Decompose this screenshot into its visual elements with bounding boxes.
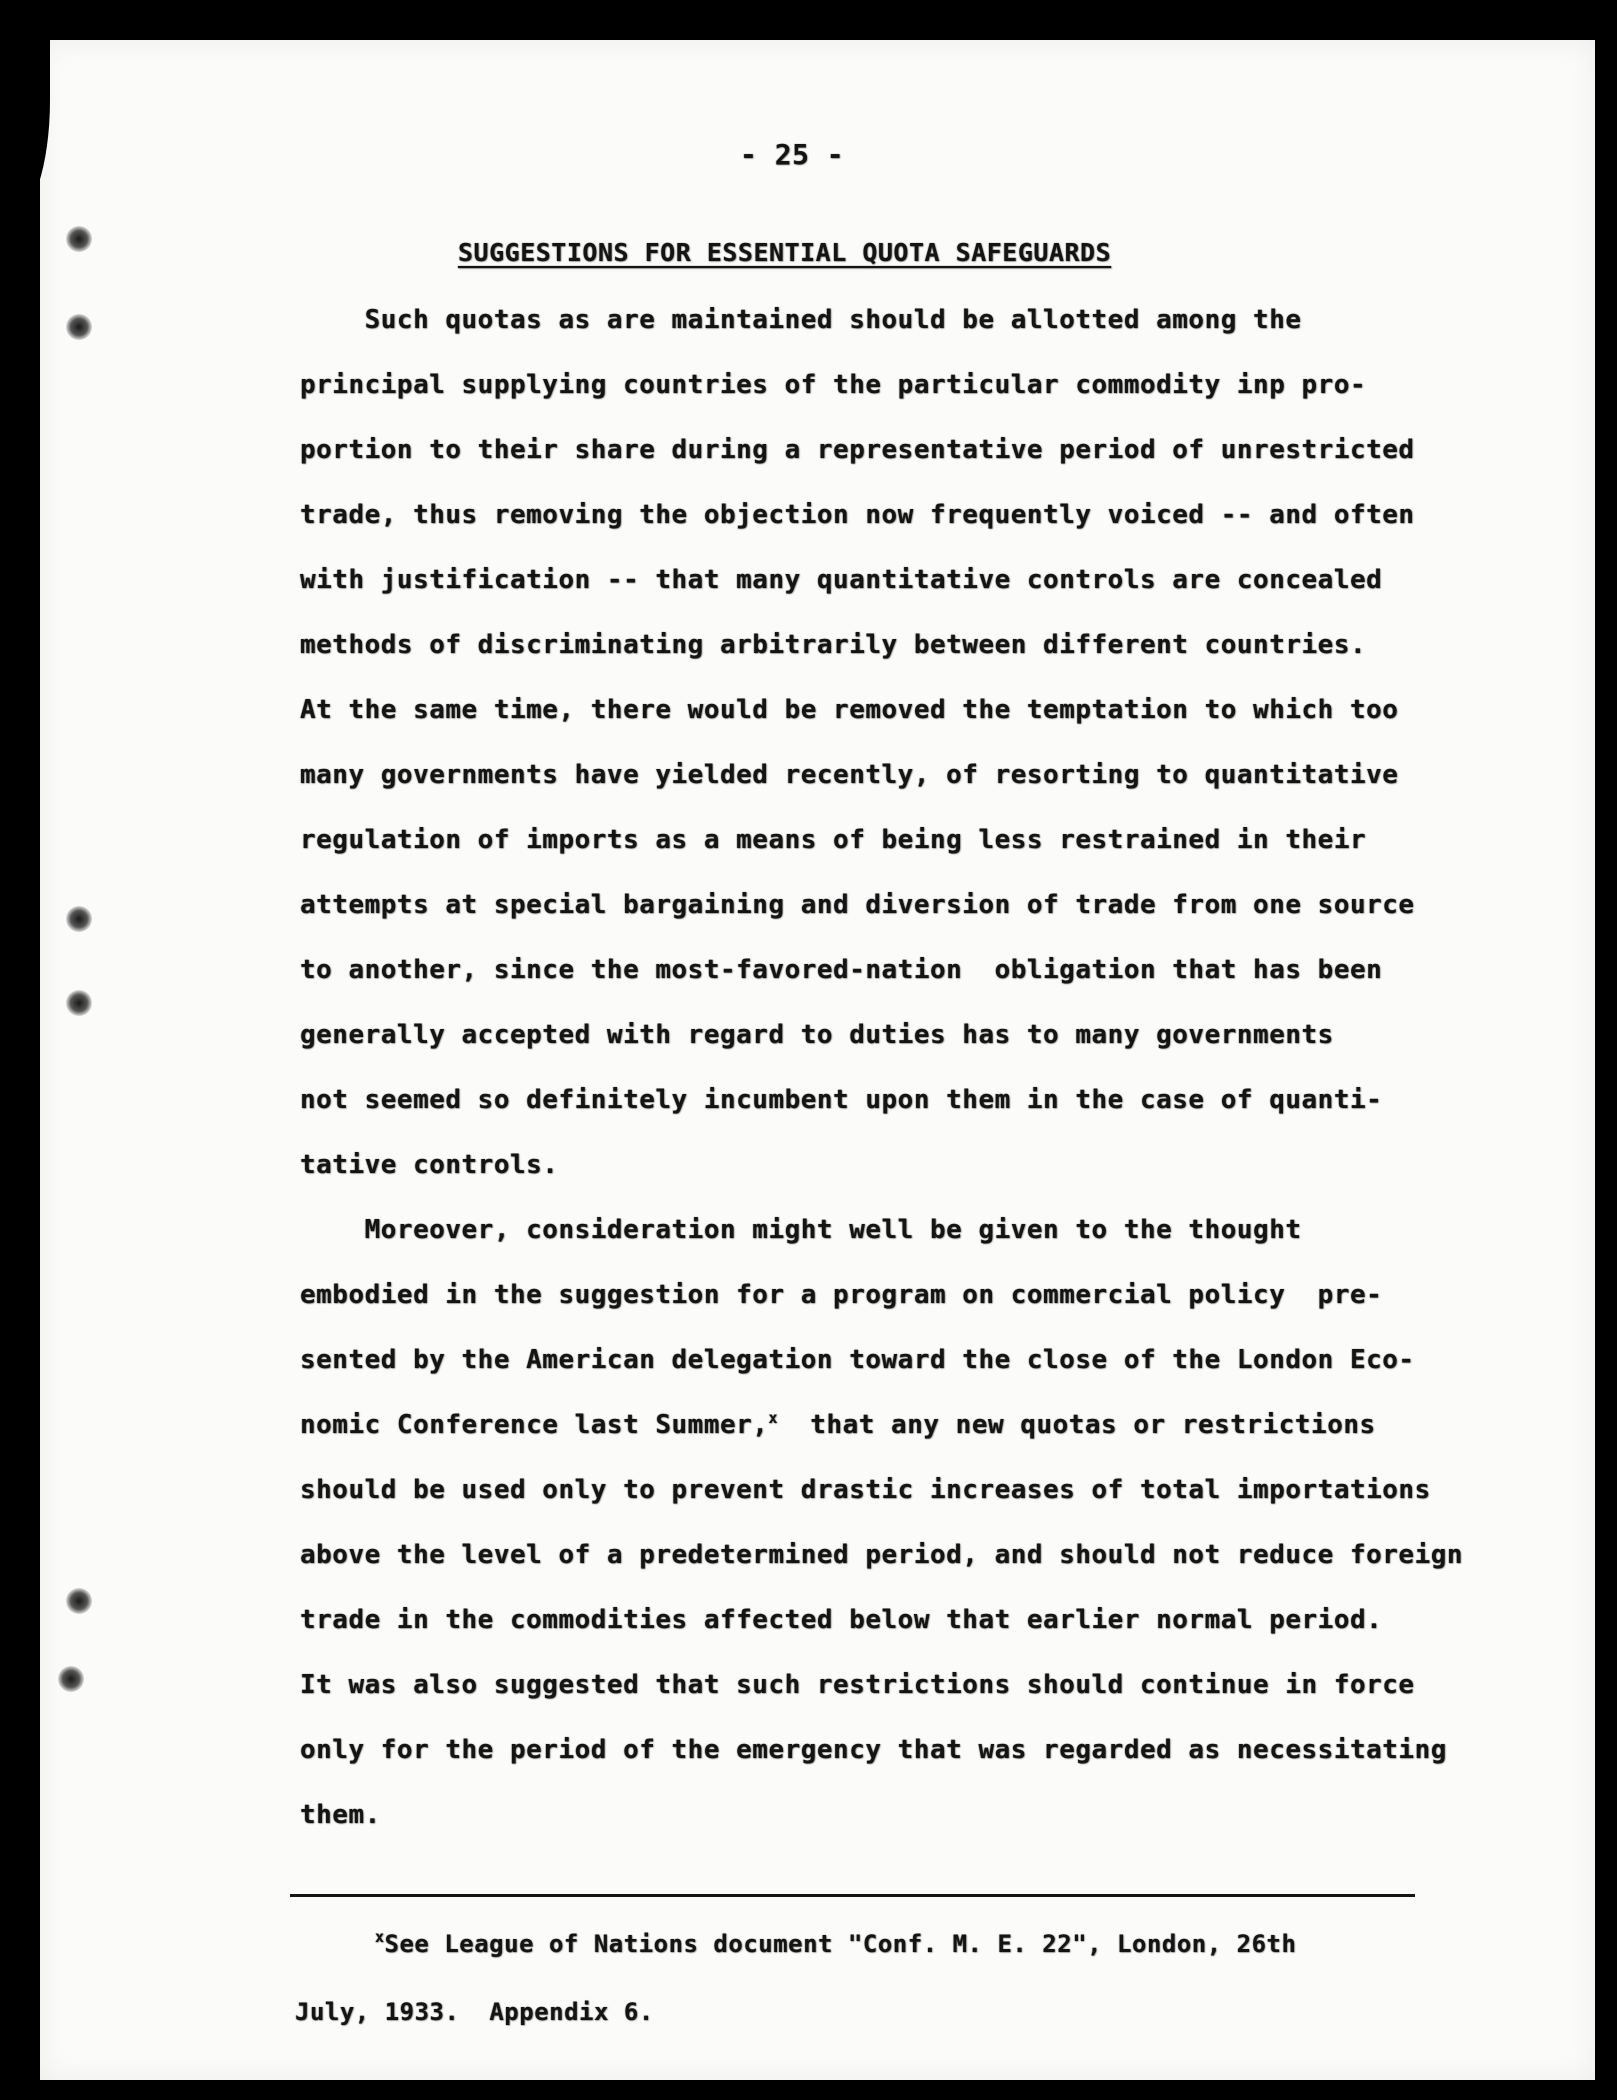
body-line: many governments have yielded recently, of resorting to quantitative [300,760,1399,790]
punch-hole-4 [66,990,92,1016]
body-line: to another, since the most-favored-nation obligation that has been [300,955,1383,985]
body-line: not seemed so definitely incumbent upon them in the case of quanti- [300,1085,1383,1115]
body-line: tative controls. [300,1150,559,1180]
body-line: methods of discriminating arbitrarily between different countries. [300,630,1367,660]
body-line-with-footnote-ref [300,1410,1376,1440]
footnote-line-1 [375,1928,1296,1958]
punch-hole-5 [66,1588,92,1614]
body-line: It was also suggested that such restrictions should continue in force [300,1670,1415,1700]
body-line: attempts at special bargaining and diversion of trade from one source [300,890,1415,920]
body-line: trade in the commodities affected below that earlier normal period. [300,1605,1383,1635]
body-line: should be used only to prevent drastic increases of total importations [300,1475,1431,1505]
punch-hole-6 [58,1666,84,1692]
body-line: Such quotas as are maintained should be allotted among the [300,305,1302,335]
body-line: generally accepted with regard to duties has to many governments [300,1020,1334,1050]
body-line: with justification -- that many quantitative controls are concealed [300,565,1383,595]
body-line: Moreover, consideration might well be given to the thought [300,1215,1302,1245]
body-line: principal supplying countries of the particular commodity inp pro- [300,370,1367,400]
body-line-text: nomic Conference last Summer, [300,1410,769,1440]
footnote-reference: x [768,1409,778,1427]
body-line: portion to their share during a representative period of unrestricted [300,435,1415,465]
body-line: sented by the American delegation toward the close of the London Eco- [300,1345,1415,1375]
footnote-text: See League of Nations document "Conf. M. E. 22", London, 26th [384,1930,1297,1958]
body-line: them. [300,1800,381,1830]
punch-hole-2 [66,314,92,340]
footnote-line-2: July, 1933. Appendix 6. [295,1998,654,2026]
body-line: trade, thus removing the objection now frequently voiced -- and often [300,500,1415,530]
page-number: - 25 - [740,138,845,171]
body-line: embodied in the suggestion for a program on commercial policy pre- [300,1280,1383,1310]
document-page [40,40,1595,2080]
footnote-divider [290,1894,1415,1897]
punch-hole-1 [66,226,92,252]
punch-hole-3 [66,906,92,932]
body-line: above the level of a predetermined period, and should not reduce foreign [300,1540,1464,1570]
body-line: regulation of imports as a means of being less restrained in their [300,825,1367,855]
body-line-tail: that any new quotas or restrictions [777,1410,1376,1440]
footnote-marker: x [375,1928,385,1946]
body-line: At the same time, there would be removed the temptation to which too [300,695,1399,725]
body-line: only for the period of the emergency that was regarded as necessitating [300,1735,1447,1765]
section-heading: SUGGESTIONS FOR ESSENTIAL QUOTA SAFEGUARDS [458,238,1112,267]
